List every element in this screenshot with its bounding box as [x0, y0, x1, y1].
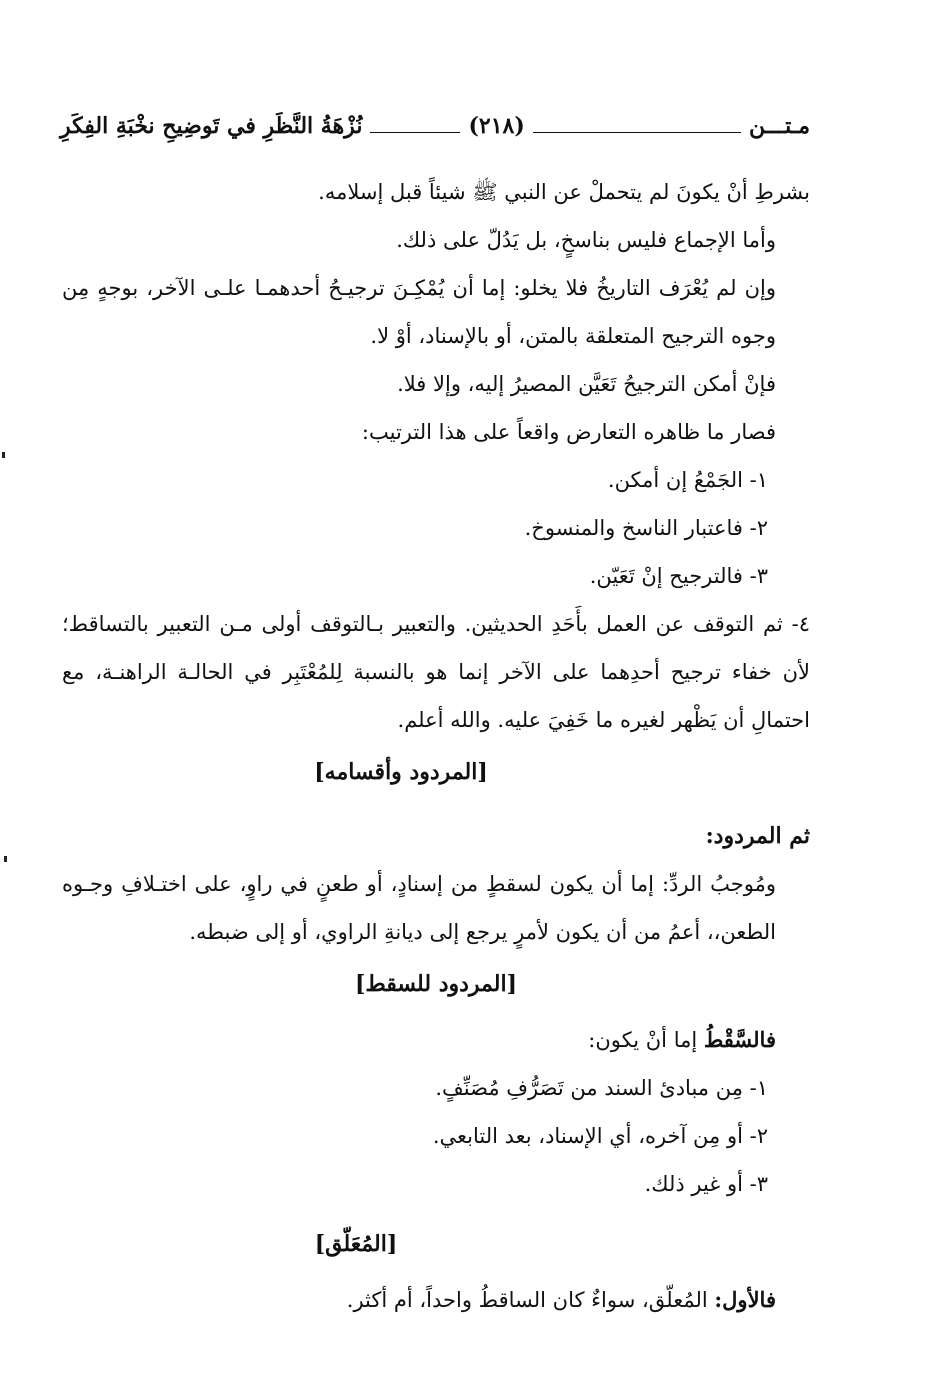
paragraph: وأما الإجماع فليس بناسخٍ، بل يَدُلّ على ذلك.	[396, 228, 776, 252]
list-item: ١- الجَمْعُ إن أمكن.	[607, 468, 768, 492]
header-section-label: مـتـــن	[749, 113, 810, 139]
spacer	[62, 804, 810, 812]
lead-term: فالأول:	[714, 1287, 776, 1312]
page-body	[62, 168, 810, 1324]
list-item: ٢- فاعتبار الناسخ والمنسوخ.	[524, 516, 768, 540]
subheading: ثم المردود:	[705, 823, 810, 849]
paragraph: فصار ما ظاهره التعارض واقعاً على هذا الترتيب:	[361, 420, 776, 444]
paragraph-text: المُعلّق، سواءٌ كان الساقطُ واحداً، أم أكثر.	[346, 1288, 715, 1312]
margin-mark	[2, 452, 5, 458]
paragraph: فإنْ أمكن الترجيحُ تَعَيَّن المصيرُ إليه، وإلا فلا.	[397, 372, 776, 396]
list-item: ٣- أو غير ذلك.	[644, 1172, 768, 1196]
header-page-number: (٢١٨)	[468, 113, 525, 139]
paragraph: بشرطِ أنْ يكونَ لم يتحملْ عن النبي ﷺ شيئاً قبل إسلامه.	[318, 180, 810, 204]
section-title: [المُعَلّق]	[314, 1231, 398, 1257]
list-item: ٣- فالترجيح إنْ تَعَيّن.	[589, 564, 768, 588]
paragraph-text: إما أنْ يكون:	[588, 1028, 704, 1052]
section-title: [المردود للسقط]	[355, 971, 517, 997]
spacer	[62, 1208, 810, 1216]
section-title: [المردود وأقسامه]	[314, 759, 488, 785]
running-header	[60, 108, 810, 144]
header-book-title: نُزْهَةُ النَّظَرِ في تَوضِيحِ نخْبَةِ الفِكَرِ	[60, 113, 363, 139]
header-rule-right	[533, 132, 741, 133]
margin-mark	[4, 856, 7, 862]
paragraph: ومُوجبُ الردِّ: إما أن يكون لسقطٍ من إسنادٍ، أو طعنٍ في راوٍ، على اختـلافِ وجـوه الطعن،، أعمُ من أن يكون لأمرٍ يرجع إلى ديانةِ الراوي، أو إلى ضبطه.	[62, 872, 776, 944]
list-item: ١- مِن مبادئ السند من تَصَرُّفِ مُصَنِّفٍ.	[435, 1076, 768, 1100]
paragraph: ٤- ثم التوقف عن العمل بأَحَدِ الحديثين. والتعبير بـالتوقف أولى مـن التعبير بالتساقط؛ لأن خفاء ترجيح أحدِهما على الآخر إنما هو بالنسبة لِلمُعْتَبِر في الحالـة الراهنـة، مع احتمالِ أن يَظْهر لغيره ما خَفِيَ عليه. والله أعلم.	[62, 612, 810, 732]
list-item: ٢- أو مِن آخره، أي الإسناد، بعد التابعي.	[432, 1124, 768, 1148]
lead-term: فالسَّقْطُ	[703, 1027, 776, 1052]
paragraph: وإن لم يُعْرَف التاريخُ فلا يخلو: إما أن يُمْكِـنَ ترجيـحُ أحدهمـا علـى الآخر، بوجهٍ مِن وجوه الترجيح المتعلقة بالمتن، أو بالإسناد، أوْ لا.	[62, 276, 776, 348]
header-rule-left	[370, 132, 460, 133]
